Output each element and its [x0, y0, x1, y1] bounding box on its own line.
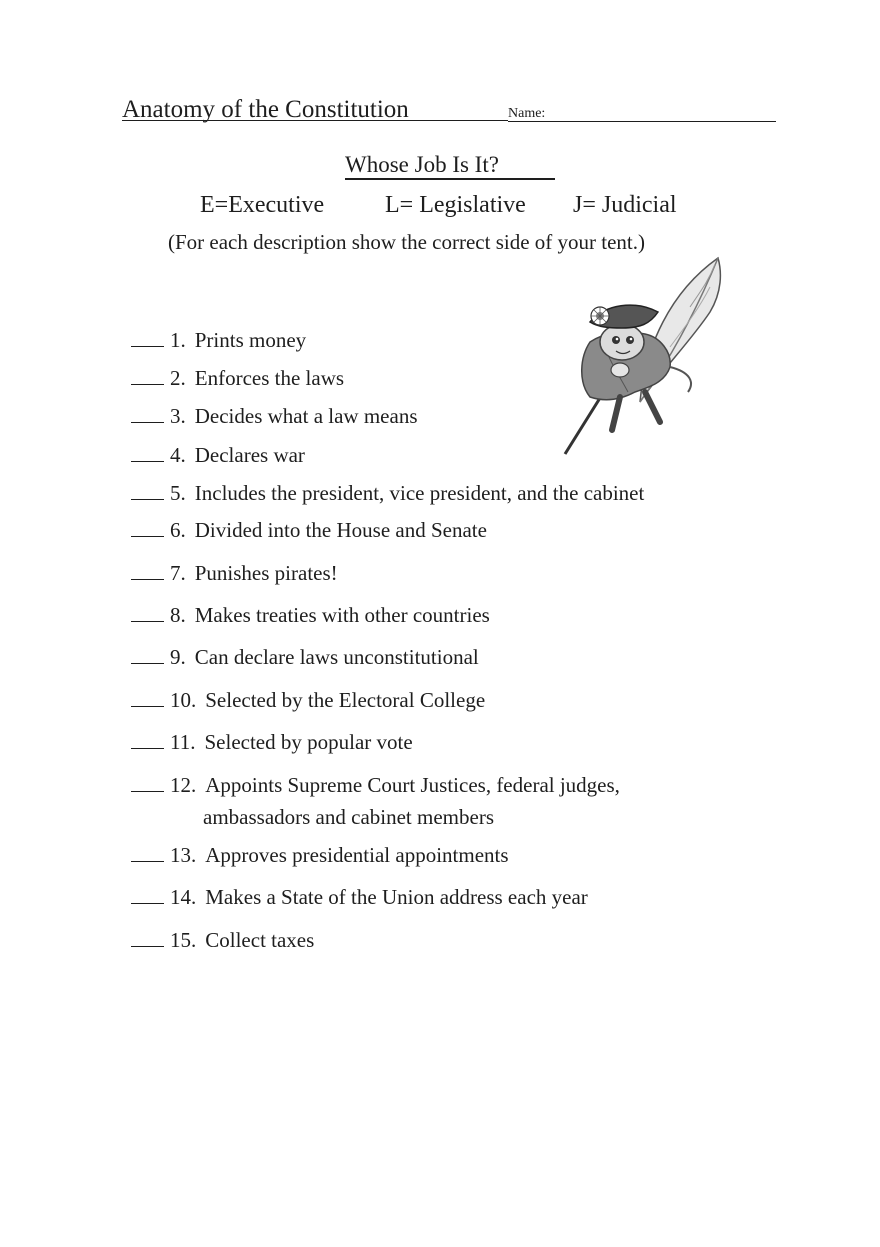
- answer-blank[interactable]: [131, 728, 164, 749]
- answer-blank[interactable]: [131, 771, 164, 792]
- item-text: Enforces the laws: [194, 366, 345, 390]
- worksheet-subtitle: Whose Job Is It?: [345, 151, 555, 180]
- title-rule: [122, 120, 508, 121]
- list-item: 13. Approves presidential appointments: [131, 841, 509, 868]
- item-text: Prints money: [194, 328, 307, 352]
- item-text: Makes treaties with other countries: [194, 603, 490, 627]
- item-text: Declares war: [194, 443, 305, 467]
- list-item: 11. Selected by popular vote: [131, 728, 413, 755]
- quill-pen-mascot-icon: [550, 252, 730, 462]
- list-item: 8. Makes treaties with other countries: [131, 601, 490, 628]
- list-item: 14. Makes a State of the Union address each year: [131, 883, 588, 910]
- list-item: 9. Can declare laws unconstitutional: [131, 643, 479, 670]
- item-text: Approves presidential appointments: [205, 843, 509, 867]
- item-text: Can declare laws unconstitutional: [194, 645, 479, 669]
- answer-blank[interactable]: [131, 326, 164, 347]
- list-item: 1. Prints money: [131, 326, 306, 353]
- item-text-continuation: ambassadors and cabinet members: [203, 805, 494, 829]
- answer-blank[interactable]: [131, 364, 164, 385]
- list-item: 4. Declares war: [131, 441, 305, 468]
- list-item: 15. Collect taxes: [131, 926, 314, 953]
- item-text: Selected by popular vote: [204, 730, 413, 754]
- item-text: Appoints Supreme Court Justices, federal judges,: [205, 773, 620, 797]
- key-executive: E=Executive: [200, 192, 325, 218]
- list-item: 5. Includes the president, vice president, and the cabinet: [131, 479, 644, 506]
- item-text: Makes a State of the Union address each year: [205, 885, 588, 909]
- name-label: Name:: [508, 106, 546, 121]
- list-item: 10. Selected by the Electoral College: [131, 686, 485, 713]
- item-text: Decides what a law means: [194, 404, 418, 428]
- list-item: 7. Punishes pirates!: [131, 559, 338, 586]
- answer-blank[interactable]: [131, 516, 164, 537]
- list-item: 12. Appoints Supreme Court Justices, federal judges,: [131, 771, 620, 798]
- item-text: Includes the president, vice president, and the cabinet: [194, 481, 645, 505]
- list-item: 6. Divided into the House and Senate: [131, 516, 487, 543]
- key-judicial: J= Judicial: [573, 192, 677, 218]
- answer-blank[interactable]: [131, 926, 164, 947]
- answer-blank[interactable]: [131, 402, 164, 423]
- answer-blank[interactable]: [131, 479, 164, 500]
- instruction-text: (For each description show the correct side of your tent.): [168, 230, 646, 254]
- item-text: Punishes pirates!: [194, 561, 338, 585]
- answer-blank[interactable]: [131, 686, 164, 707]
- answer-blank[interactable]: [131, 601, 164, 622]
- item-text: Collect taxes: [205, 928, 315, 952]
- answer-blank[interactable]: [131, 559, 164, 580]
- answer-blank[interactable]: [131, 643, 164, 664]
- answer-blank[interactable]: [131, 883, 164, 904]
- key-legislative: L= Legislative: [385, 192, 526, 218]
- answer-blank[interactable]: [131, 841, 164, 862]
- item-text: Selected by the Electoral College: [205, 688, 486, 712]
- item-text: Divided into the House and Senate: [194, 518, 487, 542]
- name-field[interactable]: [508, 104, 776, 122]
- answer-blank[interactable]: [131, 441, 164, 462]
- list-item: 3. Decides what a law means: [131, 402, 418, 429]
- list-item: 2. Enforces the laws: [131, 364, 344, 391]
- worksheet-title: Anatomy of the Constitution: [122, 96, 409, 123]
